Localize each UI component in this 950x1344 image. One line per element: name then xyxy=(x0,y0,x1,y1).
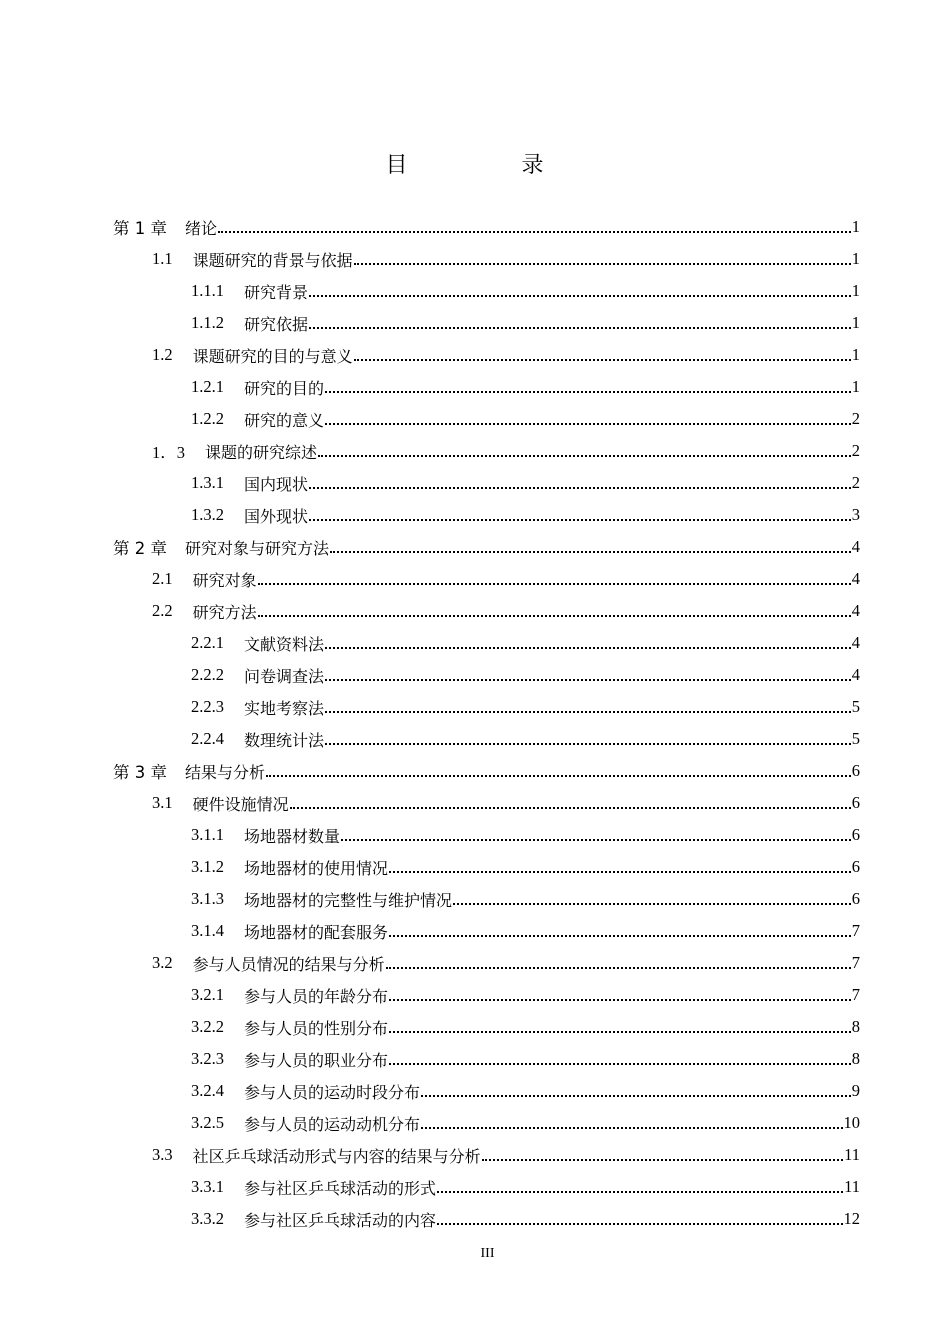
toc-entry-page-number: 4 xyxy=(851,537,860,556)
toc-dot-leader xyxy=(290,806,851,809)
toc-entry-page-number: 8 xyxy=(851,1049,860,1068)
table-of-contents xyxy=(0,211,950,1235)
toc-entry-title: 参与社区乒乓球活动的内容 xyxy=(244,1210,437,1230)
toc-entry-level-3[interactable] xyxy=(0,851,950,883)
toc-entry-title: 研究的目的 xyxy=(244,378,325,398)
toc-entry-title: 文献资料法 xyxy=(244,634,325,654)
toc-entry-page-number: 10 xyxy=(843,1113,860,1132)
toc-entry-title: 课题的研究综述 xyxy=(205,442,318,462)
toc-entry-page-number: 4 xyxy=(851,665,860,684)
toc-entry-level-1[interactable] xyxy=(0,531,950,563)
toc-entry-number: 第 3 章 xyxy=(113,763,167,782)
toc-entry-page-number: 1 xyxy=(851,217,860,236)
toc-dot-leader xyxy=(325,710,851,713)
toc-entry-number: 3.2 xyxy=(152,953,173,972)
toc-entry-level-3[interactable] xyxy=(0,883,950,915)
toc-entry-page-number: 6 xyxy=(851,825,860,844)
toc-entry-page-number: 4 xyxy=(851,569,860,588)
toc-entry-number: 1.1.1 xyxy=(191,281,224,300)
toc-entry-page-number: 1 xyxy=(851,377,860,396)
toc-entry-page-number: 12 xyxy=(843,1209,860,1228)
toc-entry-level-2[interactable] xyxy=(0,243,950,275)
toc-entry-number: 3.1.3 xyxy=(191,889,224,908)
toc-entry-level-3[interactable] xyxy=(0,627,950,659)
toc-entry-number: 2.2.4 xyxy=(191,729,224,748)
toc-entry-number: 1.2 xyxy=(152,345,173,364)
toc-entry-number: 2.2.3 xyxy=(191,697,224,716)
toc-dot-leader xyxy=(309,294,851,297)
toc-entry-number: 3.3.1 xyxy=(191,1177,224,1196)
toc-entry-title: 参与人员的职业分布 xyxy=(244,1050,389,1070)
toc-entry-level-3[interactable] xyxy=(0,499,950,531)
toc-entry-page-number: 1 xyxy=(851,281,860,300)
toc-entry-number: 3.2.5 xyxy=(191,1113,224,1132)
toc-entry-page-number: 1 xyxy=(851,345,860,364)
toc-entry-level-2[interactable] xyxy=(0,563,950,595)
toc-entry-page-number: 2 xyxy=(851,473,860,492)
toc-dot-leader xyxy=(421,1094,851,1097)
toc-entry-number: 3.1.2 xyxy=(191,857,224,876)
toc-entry-title: 场地器材的配套服务 xyxy=(244,922,389,942)
toc-dot-leader xyxy=(437,1190,843,1193)
toc-entry-level-3[interactable] xyxy=(0,819,950,851)
toc-dot-leader xyxy=(258,614,851,617)
toc-dot-leader xyxy=(309,326,851,329)
toc-entry-title: 社区乒乓球活动形式与内容的结果与分析 xyxy=(192,1146,481,1166)
toc-entry-page-number: 2 xyxy=(851,441,860,460)
toc-entry-number: 2.1 xyxy=(152,569,173,588)
toc-entry-title: 参与人员的运动时段分布 xyxy=(244,1082,421,1102)
toc-entry-number: 3.3.2 xyxy=(191,1209,224,1228)
page-footer-number: III xyxy=(480,1246,495,1261)
toc-entry-number: 2.2.2 xyxy=(191,665,224,684)
toc-entry-page-number: 7 xyxy=(851,921,860,940)
toc-dot-leader xyxy=(389,934,851,937)
toc-dot-leader xyxy=(389,998,851,1001)
toc-entry-title: 研究方法 xyxy=(192,602,257,622)
toc-entry-number: 3.1.4 xyxy=(191,921,224,940)
toc-entry-title: 问卷调查法 xyxy=(244,666,325,686)
toc-entry-number: 2.2.1 xyxy=(191,633,224,652)
toc-dot-leader xyxy=(389,1030,851,1033)
toc-entry-title: 参与社区乒乓球活动的形式 xyxy=(244,1178,437,1198)
toc-entry-level-3[interactable] xyxy=(0,723,950,755)
toc-dot-leader xyxy=(318,454,851,457)
toc-entry-level-3[interactable] xyxy=(0,915,950,947)
toc-entry-title: 硬件设施情况 xyxy=(192,794,289,814)
toc-entry-title: 实地考察法 xyxy=(244,698,325,718)
toc-entry-title: 课题研究的背景与依据 xyxy=(192,250,353,270)
toc-entry-page-number: 7 xyxy=(851,985,860,1004)
toc-entry-level-3[interactable] xyxy=(0,403,950,435)
toc-dot-leader xyxy=(354,358,851,361)
toc-entry-title: 参与人员的性别分布 xyxy=(244,1018,389,1038)
page-title: 目 录 xyxy=(385,153,590,178)
toc-entry-title: 课题研究的目的与意义 xyxy=(192,346,353,366)
toc-dot-leader xyxy=(354,262,851,265)
toc-entry-page-number: 11 xyxy=(844,1145,860,1164)
toc-entry-page-number: 4 xyxy=(851,601,860,620)
toc-dot-leader xyxy=(437,1222,842,1225)
toc-entry-title: 参与人员情况的结果与分析 xyxy=(192,954,385,974)
toc-entry-level-3[interactable] xyxy=(0,275,950,307)
toc-dot-leader xyxy=(330,550,851,553)
toc-entry-page-number: 1 xyxy=(851,313,860,332)
toc-dot-leader xyxy=(309,486,851,489)
toc-entry-title: 数理统计法 xyxy=(244,730,325,750)
toc-entry-title: 场地器材数量 xyxy=(244,826,341,846)
toc-entry-level-3[interactable] xyxy=(0,1075,950,1107)
toc-dot-leader xyxy=(389,870,851,873)
toc-dot-leader xyxy=(258,582,851,585)
toc-entry-title: 国外现状 xyxy=(244,506,309,526)
toc-dot-leader xyxy=(482,1158,843,1161)
toc-entry-page-number: 4 xyxy=(851,633,860,652)
toc-entry-level-3[interactable] xyxy=(0,1043,950,1075)
toc-entry-number: 3.2.1 xyxy=(191,985,224,1004)
toc-dot-leader xyxy=(421,1126,842,1129)
toc-entry-level-3[interactable] xyxy=(0,307,950,339)
toc-entry-level-2[interactable] xyxy=(0,595,950,627)
toc-entry-number: 1.2.1 xyxy=(191,377,224,396)
toc-entry-level-3[interactable] xyxy=(0,1011,950,1043)
toc-entry-number: 1.2.2 xyxy=(191,409,224,428)
toc-entry-level-3[interactable] xyxy=(0,1171,950,1203)
toc-entry-title: 结果与分析 xyxy=(185,762,266,782)
toc-entry-level-2[interactable] xyxy=(0,1139,950,1171)
toc-entry-title: 研究背景 xyxy=(244,282,309,302)
toc-entry-title: 研究对象 xyxy=(192,570,257,590)
toc-entry-number: 3.1 xyxy=(152,793,173,812)
toc-dot-leader xyxy=(325,678,851,681)
toc-entry-page-number: 7 xyxy=(851,953,860,972)
toc-entry-page-number: 9 xyxy=(851,1081,860,1100)
toc-entry-number: 2.2 xyxy=(152,601,173,620)
toc-entry-page-number: 6 xyxy=(851,889,860,908)
toc-entry-level-3[interactable] xyxy=(0,979,950,1011)
toc-entry-level-3[interactable] xyxy=(0,467,950,499)
toc-dot-leader xyxy=(325,742,851,745)
toc-entry-page-number: 6 xyxy=(851,857,860,876)
toc-entry-number: 1.1.2 xyxy=(191,313,224,332)
toc-entry-number: 3.2.3 xyxy=(191,1049,224,1068)
toc-entry-title: 研究依据 xyxy=(244,314,309,334)
toc-entry-number: 1.1 xyxy=(152,249,173,268)
toc-entry-level-2[interactable] xyxy=(0,947,950,979)
toc-entry-level-2[interactable] xyxy=(0,339,950,371)
toc-dot-leader xyxy=(341,838,851,841)
toc-entry-title: 参与人员的运动动机分布 xyxy=(244,1114,421,1134)
toc-entry-page-number: 1 xyxy=(851,249,860,268)
toc-entry-number: 3.1.1 xyxy=(191,825,224,844)
toc-entry-page-number: 5 xyxy=(851,697,860,716)
toc-dot-leader xyxy=(325,646,851,649)
toc-dot-leader xyxy=(325,390,851,393)
toc-entry-number: 1.3.2 xyxy=(191,505,224,524)
toc-entry-level-2[interactable] xyxy=(0,435,950,467)
toc-dot-leader xyxy=(386,966,851,969)
toc-entry-page-number: 3 xyxy=(851,505,860,524)
toc-entry-level-3[interactable] xyxy=(0,1107,950,1139)
toc-entry-title: 绪论 xyxy=(185,218,218,238)
toc-entry-page-number: 8 xyxy=(851,1017,860,1036)
toc-dot-leader xyxy=(218,230,851,233)
toc-entry-page-number: 5 xyxy=(851,729,860,748)
toc-entry-level-3[interactable] xyxy=(0,371,950,403)
toc-entry-number: 3.2.2 xyxy=(191,1017,224,1036)
toc-entry-title: 场地器材的使用情况 xyxy=(244,858,389,878)
toc-dot-leader xyxy=(266,774,851,777)
toc-entry-level-3[interactable] xyxy=(0,1203,950,1235)
toc-dot-leader xyxy=(389,1062,851,1065)
toc-entry-page-number: 6 xyxy=(851,793,860,812)
toc-entry-title: 参与人员的年龄分布 xyxy=(244,986,389,1006)
toc-entry-level-3[interactable] xyxy=(0,659,950,691)
toc-entry-title: 场地器材的完整性与维护情况 xyxy=(244,890,453,910)
toc-entry-number: 3.2.4 xyxy=(191,1081,224,1100)
toc-entry-number: 1.3.1 xyxy=(191,473,224,492)
toc-entry-title: 研究的意义 xyxy=(244,410,325,430)
toc-entry-level-3[interactable] xyxy=(0,691,950,723)
toc-dot-leader xyxy=(325,422,851,425)
toc-entry-number: 第 1 章 xyxy=(113,219,167,238)
toc-entry-page-number: 11 xyxy=(844,1177,860,1196)
toc-entry-level-1[interactable] xyxy=(0,755,950,787)
toc-entry-page-number: 6 xyxy=(851,761,860,780)
toc-entry-level-1[interactable] xyxy=(0,211,950,243)
toc-entry-level-2[interactable] xyxy=(0,787,950,819)
toc-entry-number: 3.3 xyxy=(152,1145,173,1164)
toc-entry-number: 1．3 xyxy=(152,443,185,462)
toc-entry-page-number: 2 xyxy=(851,409,860,428)
toc-dot-leader xyxy=(309,518,851,521)
toc-entry-title: 国内现状 xyxy=(244,474,309,494)
toc-entry-title: 研究对象与研究方法 xyxy=(185,538,330,558)
toc-entry-number: 第 2 章 xyxy=(113,539,167,558)
toc-dot-leader xyxy=(453,902,851,905)
